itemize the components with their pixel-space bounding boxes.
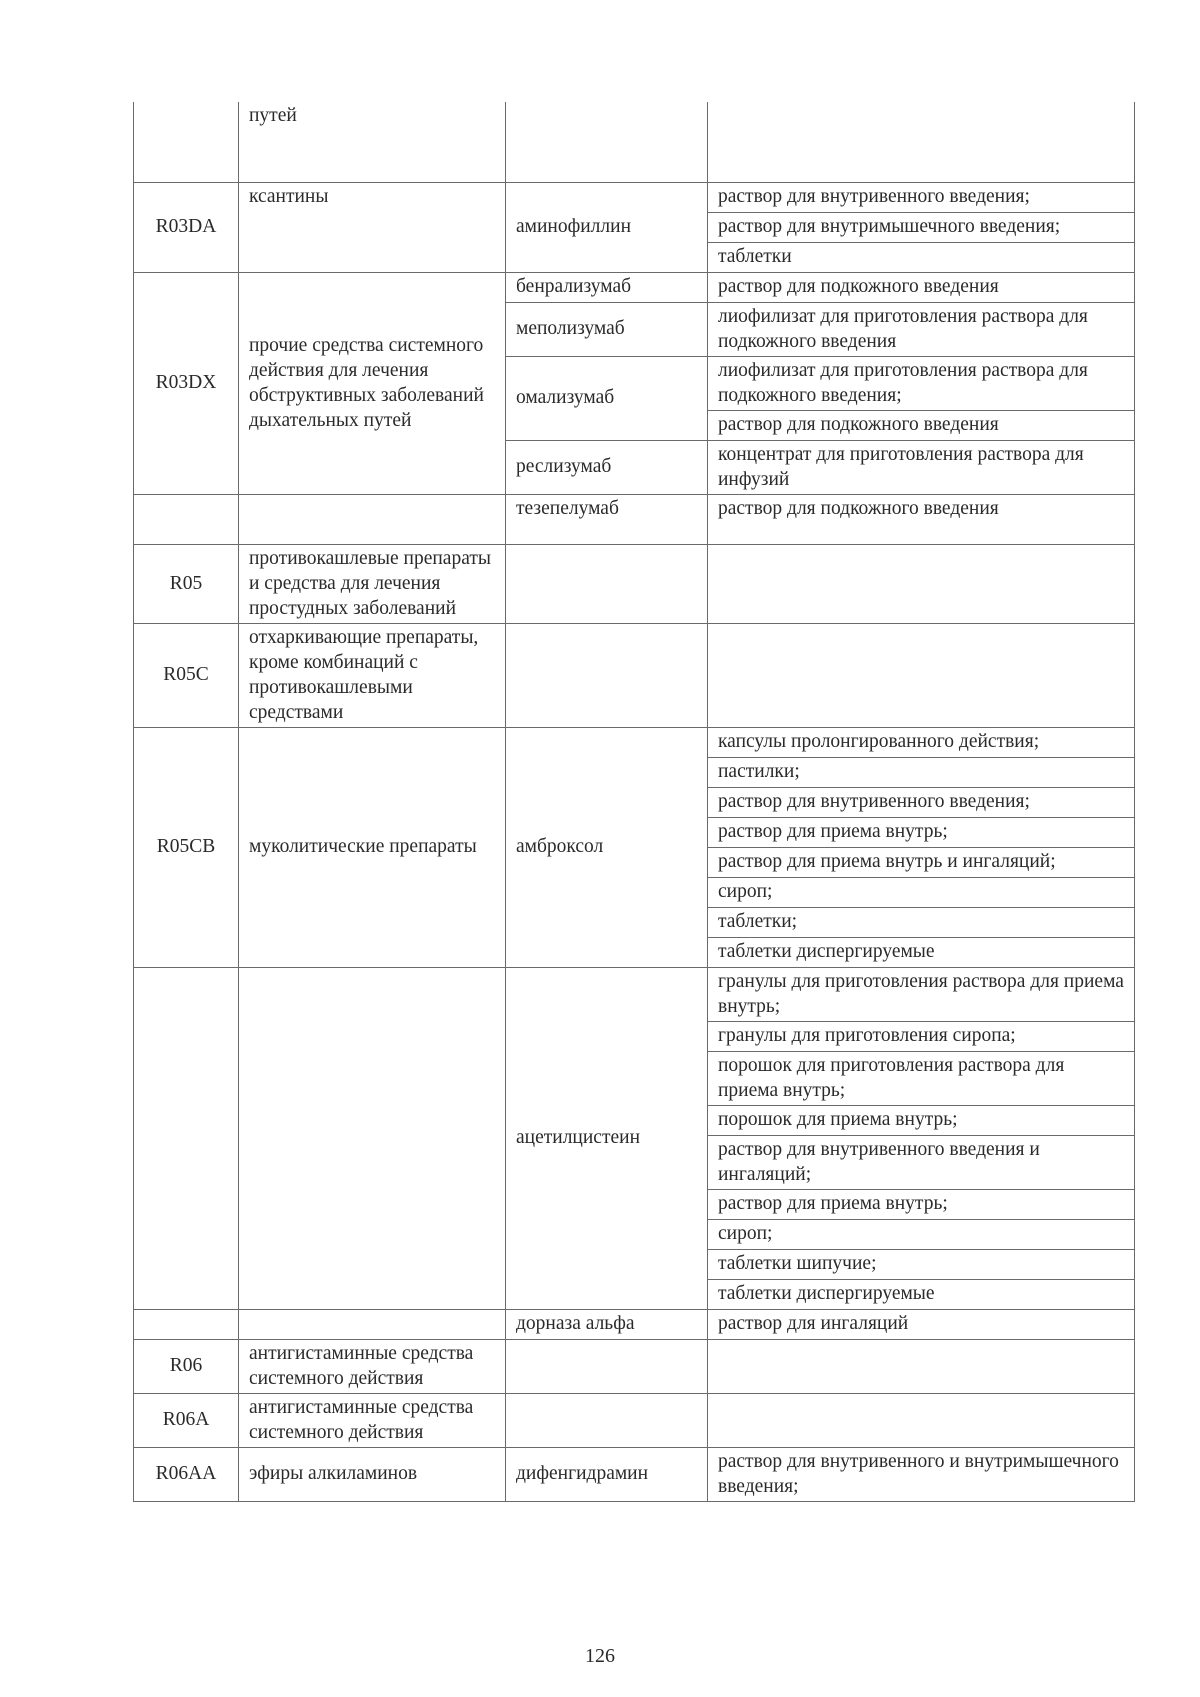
dosage-forms-cell	[708, 1393, 1135, 1447]
dosage-form-item: гранулы для приготовления сиропа;	[708, 1022, 1134, 1052]
dosage-form-item: раствор для подкожного введения	[718, 497, 999, 519]
dosage-forms-cell	[708, 272, 1135, 302]
dosage-form-item: раствор для внутривенного и внутримышечного введения;	[718, 1450, 1119, 1497]
table-row	[134, 494, 1135, 544]
dosage-forms-cell	[708, 440, 1135, 494]
dosage-form-item: пастилки;	[708, 758, 1134, 788]
atc-code-cell: R03DA	[134, 182, 239, 272]
dosage-form-item: раствор для подкожного введения	[718, 413, 999, 435]
dosage-forms-cell	[708, 623, 1135, 727]
group-name-cell	[239, 1309, 506, 1339]
dosage-form-item: порошок для приготовления раствора для приема внутрь;	[708, 1052, 1134, 1106]
dosage-form-item: порошок для приема внутрь;	[708, 1106, 1134, 1136]
group-name-cell: путей	[239, 102, 506, 182]
drug-name-cell: ацетилцистеин	[506, 967, 708, 1309]
dosage-form-item: раствор для приема внутрь и ингаляций;	[708, 848, 1134, 878]
dosage-forms-cell	[708, 544, 1135, 623]
dosage-form-item: таблетки диспергируемые	[718, 940, 935, 962]
drug-name-cell: омализумаб	[506, 356, 708, 440]
drug-name-cell	[506, 1339, 708, 1393]
dosage-form-item	[708, 1394, 1134, 1423]
drug-name-cell: дифенгидрамин	[506, 1447, 708, 1501]
dosage-form-item	[708, 1340, 1134, 1369]
atc-code-cell: R05CB	[134, 727, 239, 967]
group-name-cell: эфиры алкиламинов	[239, 1447, 506, 1501]
dosage-form-item: таблетки шипучие;	[708, 1250, 1134, 1280]
group-name-cell: антигистаминные средства системного действия	[239, 1393, 506, 1447]
group-name-cell: отхаркивающие препараты, кроме комбинаций с противокашлевыми средствами	[239, 623, 506, 727]
dosage-form-item: раствор для внутривенного введения и ингаляций;	[708, 1136, 1134, 1190]
drug-name-cell: дорназа альфа	[506, 1309, 708, 1339]
dosage-form-item	[708, 624, 1134, 653]
dosage-forms-cell	[708, 494, 1135, 544]
dosage-form-item: раствор для внутривенного введения;	[708, 788, 1134, 818]
atc-code-cell	[134, 1309, 239, 1339]
drug-name-cell: меполизумаб	[506, 302, 708, 356]
drug-name-cell	[506, 1393, 708, 1447]
atc-code-cell: R03DX	[134, 272, 239, 494]
atc-code-cell	[134, 494, 239, 544]
table-row	[134, 623, 1135, 727]
group-name-cell	[239, 494, 506, 544]
dosage-forms-cell	[708, 727, 1135, 967]
table-row	[134, 272, 1135, 302]
drug-name-cell: амброксол	[506, 727, 708, 967]
table-row	[134, 1393, 1135, 1447]
dosage-form-item: раствор для внутримышечного введения;	[708, 213, 1134, 243]
dosage-form-item: концентрат для приготовления раствора для инфузий	[718, 443, 1084, 490]
dosage-form-item: раствор для приема внутрь;	[708, 818, 1134, 848]
table-row	[134, 727, 1135, 967]
dosage-forms-cell	[708, 1447, 1135, 1501]
table-row	[134, 1339, 1135, 1393]
dosage-form-item: гранулы для приготовления раствора для приема внутрь;	[708, 968, 1134, 1022]
atc-code-cell: R06	[134, 1339, 239, 1393]
drug-name-cell: реслизумаб	[506, 440, 708, 494]
dosage-forms-cell	[708, 302, 1135, 356]
table-row	[134, 1447, 1135, 1501]
dosage-form-item	[708, 102, 1134, 131]
atc-code-cell: R05	[134, 544, 239, 623]
dosage-form-item: таблетки;	[708, 908, 1134, 938]
atc-code-cell	[134, 102, 239, 182]
dosage-form-item: таблетки диспергируемые	[718, 1282, 935, 1304]
dosage-form-item: раствор для ингаляций	[718, 1312, 909, 1334]
drug-name-cell: тезепелумаб	[506, 494, 708, 544]
dosage-form-item: сироп;	[708, 1220, 1134, 1250]
drug-name-cell	[506, 623, 708, 727]
dosage-form-item: раствор для внутривенного введения;	[708, 183, 1134, 213]
dosage-form-item: раствор для приема внутрь;	[708, 1190, 1134, 1220]
group-name-cell: антигистаминные средства системного действия	[239, 1339, 506, 1393]
table-row	[134, 1309, 1135, 1339]
table-row	[134, 967, 1135, 1309]
group-name-cell	[239, 967, 506, 1309]
dosage-forms-cell	[708, 356, 1135, 440]
drug-name-cell	[506, 544, 708, 623]
group-name-cell: прочие средства системного действия для лечения обструктивных заболеваний дыхательных путей	[239, 272, 506, 494]
dosage-form-item: таблетки	[718, 245, 792, 267]
dosage-forms-cell	[708, 182, 1135, 272]
dosage-form-item: лиофилизат для приготовления раствора для подкожного введения;	[708, 357, 1134, 411]
table-row	[134, 544, 1135, 623]
dosage-form-item: раствор для подкожного введения	[718, 275, 999, 297]
group-name-cell: ксантины	[239, 182, 506, 272]
atc-code-cell: R05C	[134, 623, 239, 727]
table-row	[134, 182, 1135, 272]
drug-name-cell	[506, 102, 708, 182]
table-row	[134, 102, 1135, 182]
atc-code-cell: R06AA	[134, 1447, 239, 1501]
dosage-forms-cell	[708, 102, 1135, 182]
dosage-form-item: капсулы пролонгированного действия;	[708, 728, 1134, 758]
dosage-forms-cell	[708, 967, 1135, 1309]
dosage-form-item: сироп;	[708, 878, 1134, 908]
dosage-form-item: лиофилизат для приготовления раствора для подкожного введения	[718, 305, 1088, 352]
atc-code-cell	[134, 967, 239, 1309]
drug-table	[133, 102, 1135, 1502]
page-number: 126	[585, 1645, 615, 1667]
drug-table-body	[134, 102, 1135, 1501]
dosage-forms-cell	[708, 1339, 1135, 1393]
dosage-form-item	[708, 545, 1134, 574]
group-name-cell: противокашлевые препараты и средства для лечения простудных заболеваний	[239, 544, 506, 623]
atc-code-cell: R06A	[134, 1393, 239, 1447]
drug-name-cell: аминофиллин	[506, 182, 708, 272]
drug-name-cell: бенрализумаб	[506, 272, 708, 302]
dosage-forms-cell	[708, 1309, 1135, 1339]
group-name-cell: муколитические препараты	[239, 727, 506, 967]
